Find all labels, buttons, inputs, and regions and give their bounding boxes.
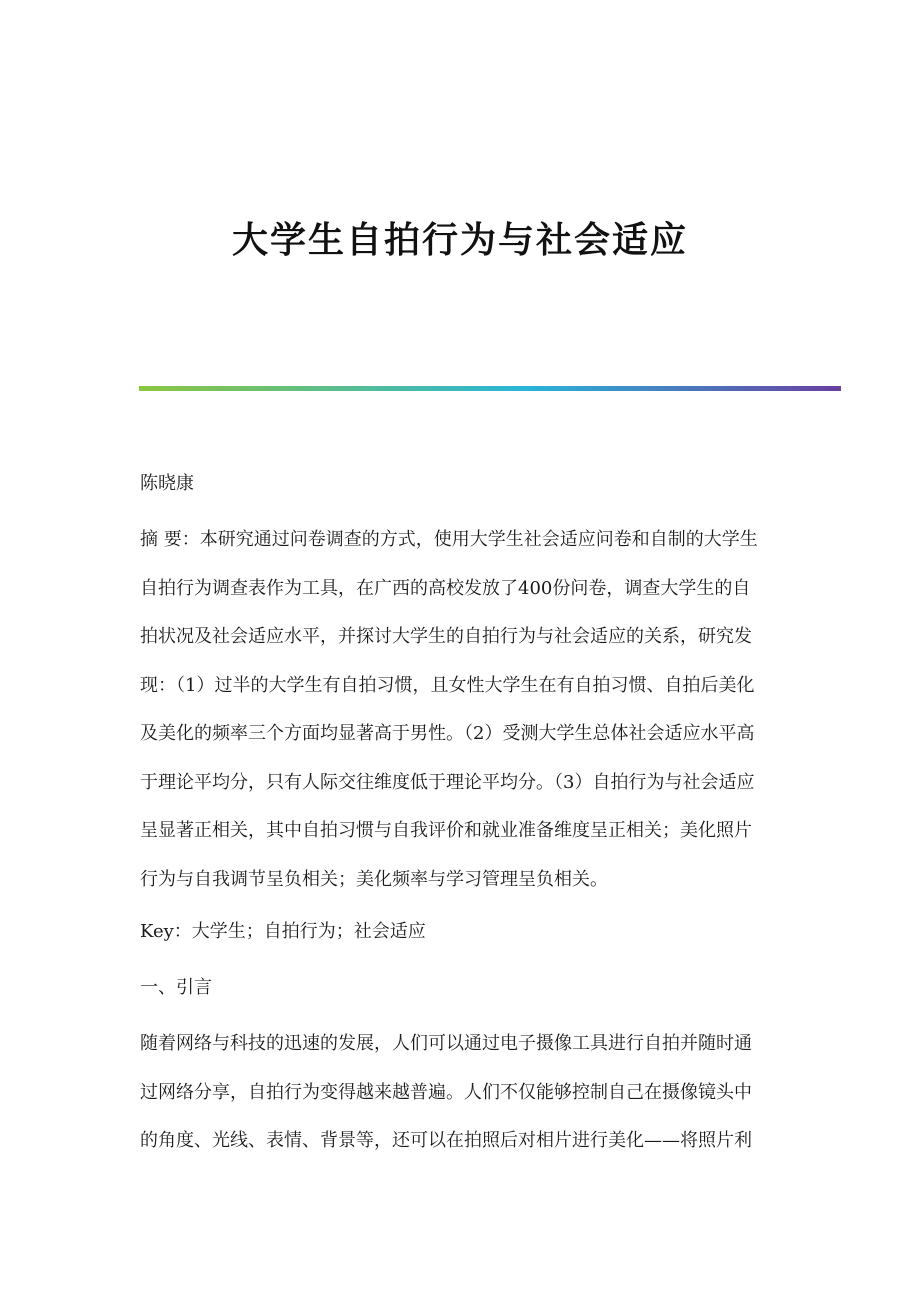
paragraph-line: 行为与自我调节呈负相关；美化频率与学习管理呈负相关。 <box>140 868 608 890</box>
author-name: 陈晓康 <box>140 473 194 494</box>
paragraph-line: 过网络分享，自拍行为变得越来越普遍。人们不仅能够控制自己在摄像镜头中 <box>140 1081 752 1103</box>
paragraph-line: 呈显著正相关，其中自拍习惯与自我评价和就业准备维度呈正相关；美化照片 <box>140 820 752 841</box>
abstract-paragraph <box>140 522 800 910</box>
section-heading-introduction: 一、引言 <box>140 977 212 998</box>
paragraph-line: 的角度、光线、表情、背景等，还可以在拍照后对相片进行美化——将照片利 <box>140 1130 752 1151</box>
title-divider <box>139 386 841 391</box>
paragraph-line: 于理论平均分，只有人际交往维度低于理论平均分。（3）自拍行为与社会适应 <box>140 771 755 793</box>
paragraph-line: 摘 要：本研究通过问卷调查的方式，使用大学生社会适应问卷和自制的大学生 <box>140 529 758 550</box>
paragraph-line: 随着网络与科技的迅速的发展，人们可以通过电子摄像工具进行自拍并随时通 <box>140 1033 752 1054</box>
introduction-paragraph <box>140 1026 800 1172</box>
keywords-line: Key：大学生；自拍行为；社会适应 <box>140 921 426 942</box>
paragraph-line: 现：（1）过半的大学生有自拍习惯，且女性大学生在有自拍习惯、自拍后美化 <box>140 674 755 696</box>
page-title: 大学生自拍行为与社会适应 <box>231 220 688 261</box>
paragraph-line: 拍状况及社会适应水平，并探讨大学生的自拍行为与社会适应的关系，研究发 <box>140 626 752 647</box>
paragraph-line: 自拍行为调查表作为工具，在广西的高校发放了400份问卷，调查大学生的自 <box>140 577 751 599</box>
paragraph-line: 及美化的频率三个方面均显著高于男性。（2）受测大学生总体社会适应水平高 <box>140 723 755 744</box>
